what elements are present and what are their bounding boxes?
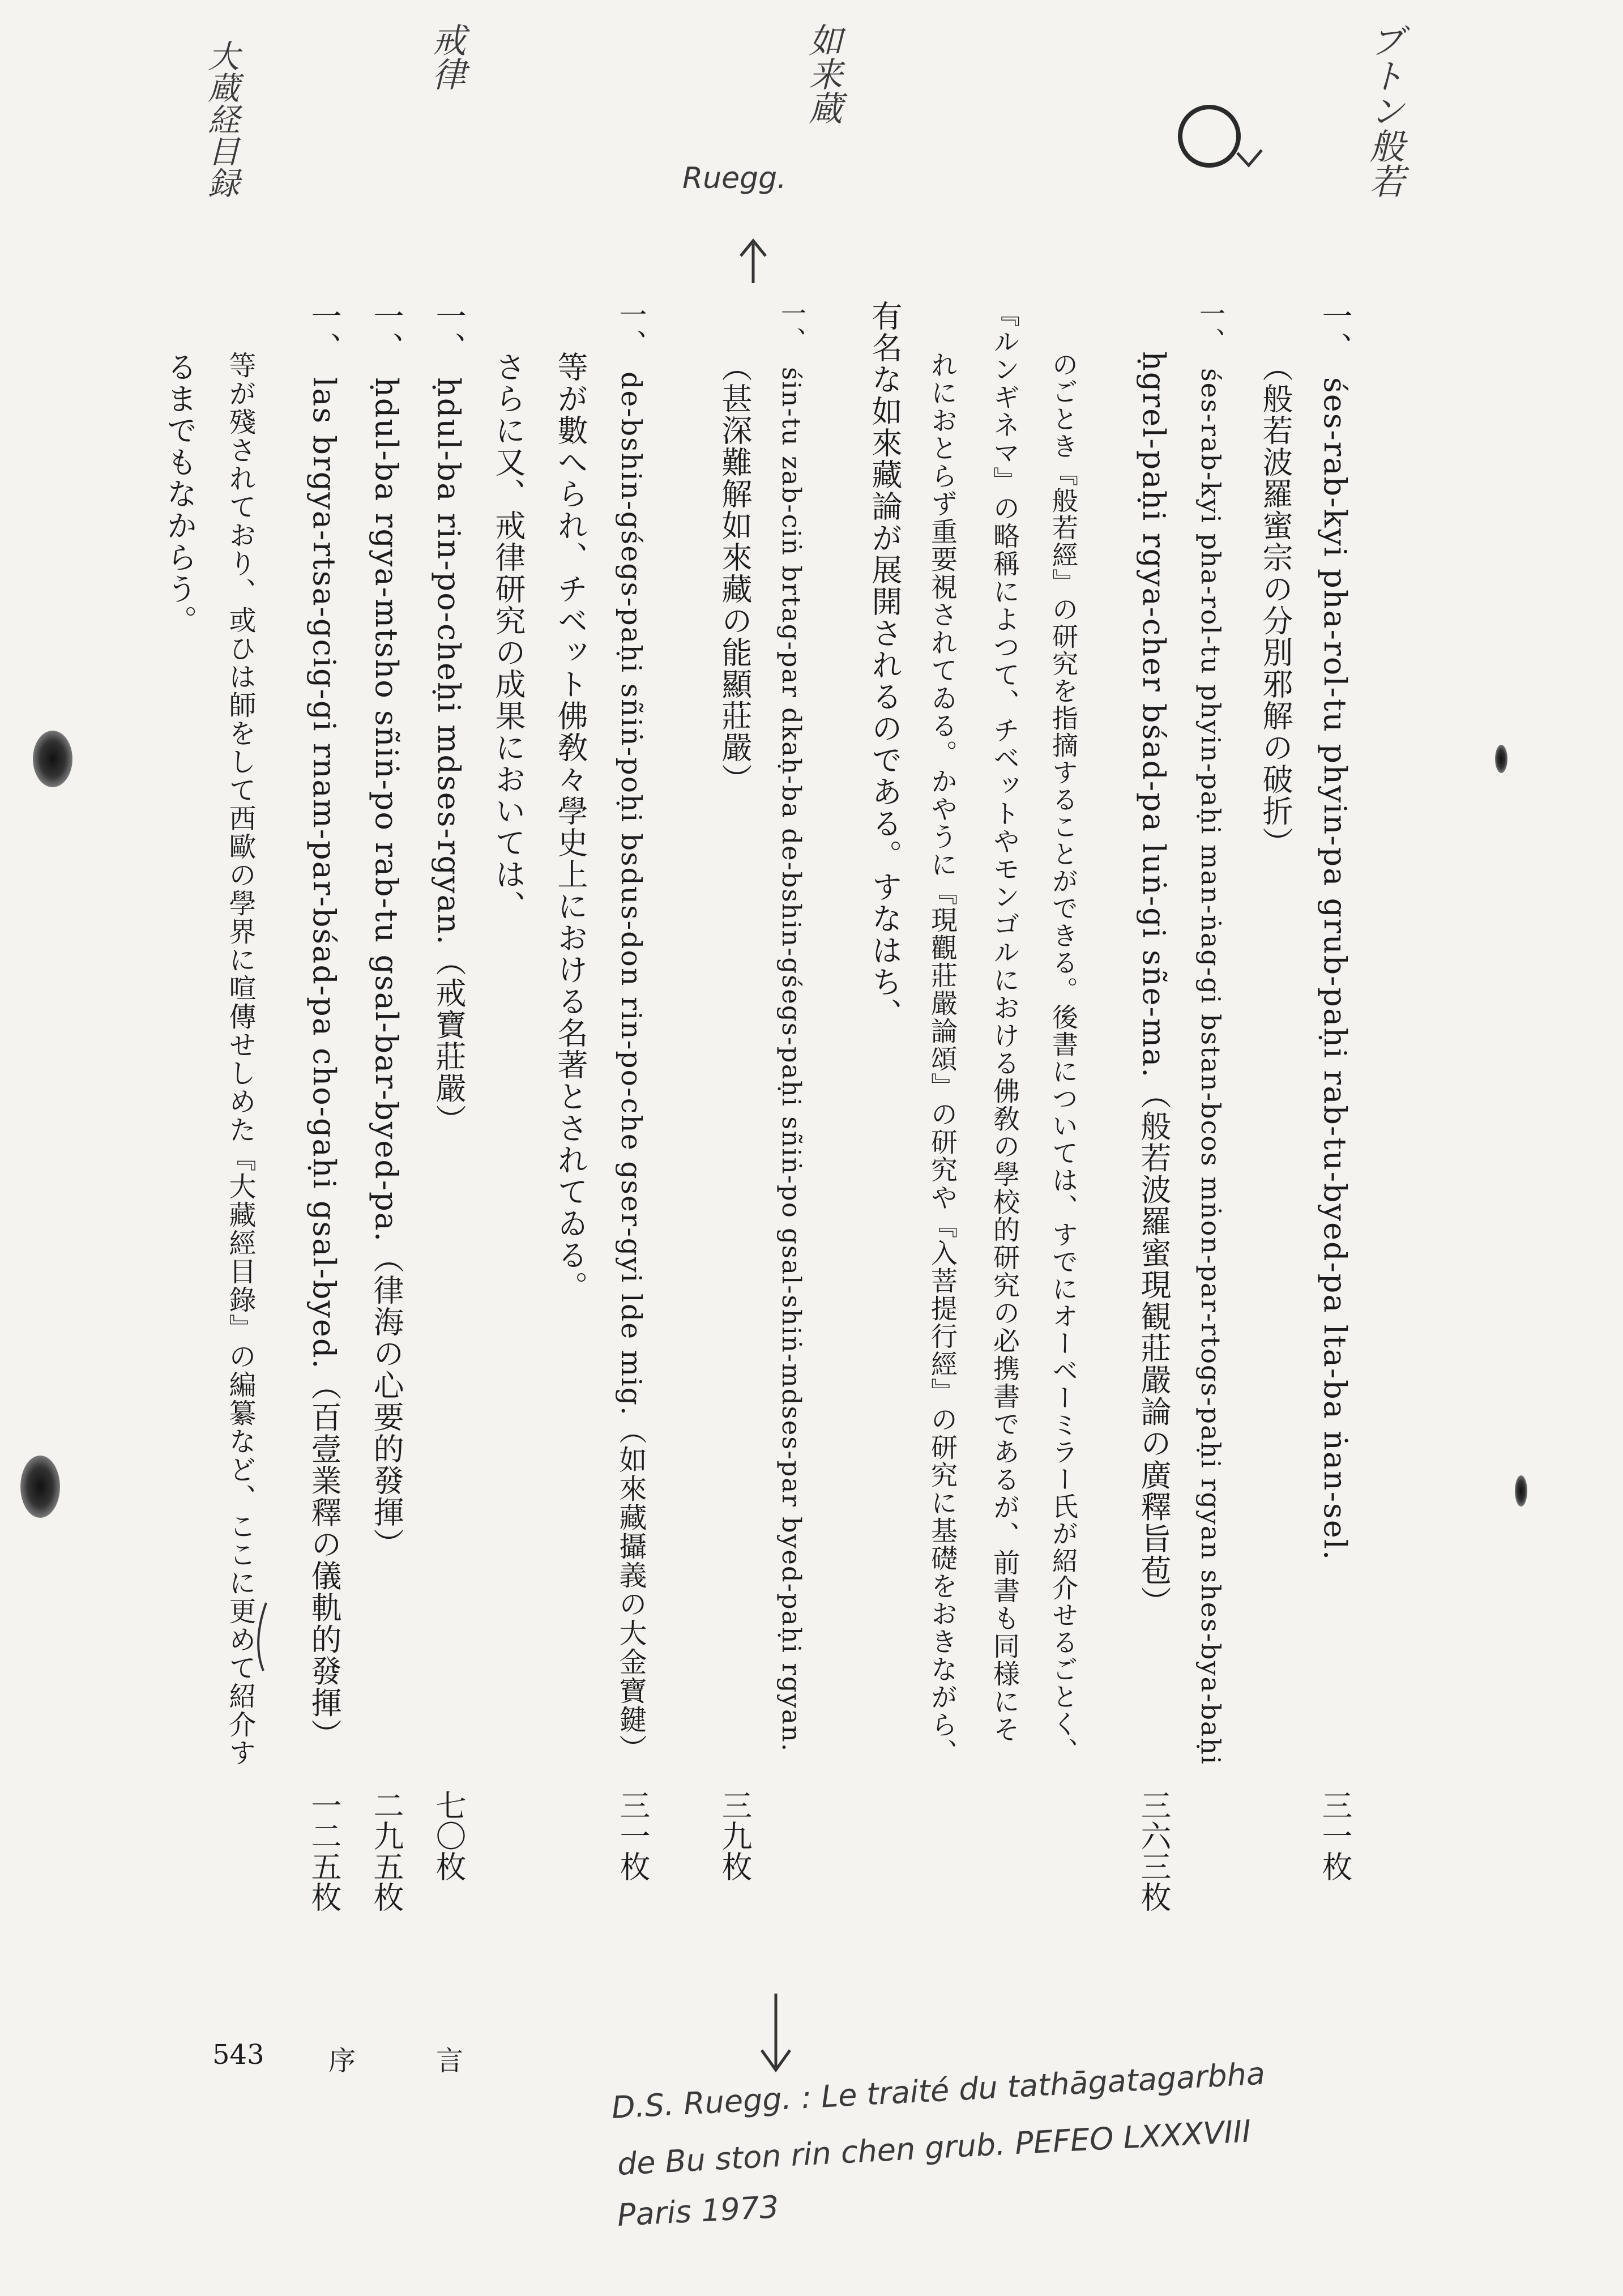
text-column: [371, 300, 402, 1560]
leaf-count: 一二五枚: [306, 1790, 342, 1912]
text-column: [490, 351, 526, 922]
text-column: [1136, 351, 1172, 1618]
text-column: [1195, 300, 1226, 1765]
column-text: ḥdul-ba rin-po-cheḥi mdses-rgyan.（戒寶莊嚴）: [431, 377, 467, 1136]
column-text: ḥdul-ba rgya-mtsho sñiṅ-po rab-tu gsal-bar-byed-pa.（律海の心要的發揮）: [369, 377, 404, 1560]
column-text: 『ルンギネマ』の略稱によつて、チベットやモンゴルにおける佛敎の學校的研究の必携書であるが、前書も同様にそ: [989, 300, 1020, 1743]
column-text: 等が數へられ、チベット佛敎々學史上における名著とされてゐる。: [553, 351, 588, 1303]
leaf-count: 三六三枚: [1136, 1790, 1172, 1912]
text-column: [867, 300, 903, 1030]
column-text: 等が殘されており、或ひは師をして西歐の學界に喧傳せしめた『大藏經目錄』の編纂など、ここに更めて紹介す: [224, 351, 256, 1767]
text-column: [717, 351, 753, 795]
text-column: [617, 300, 645, 1763]
hand-note-ruegg: Ruegg.: [682, 161, 787, 195]
leaf-count: 七〇枚: [431, 1790, 467, 1881]
list-marker: 一、: [369, 300, 404, 364]
text-column: [306, 300, 342, 1751]
hand-note-top-left-b: 大蔵経目録: [203, 40, 240, 198]
column-text: （甚深難解如來藏の能顯莊嚴）: [717, 351, 753, 795]
text-column: [776, 300, 806, 1753]
list-marker: 一、: [306, 300, 342, 364]
leaf-count: 三九枚: [717, 1790, 753, 1881]
column-text: las brgya-rtsa-gcig-gi rnam-par-bśad-pa cho-gaḥi gsal-byed.（百壹業釋の儀軌的發揮）: [306, 377, 342, 1751]
hand-note-reference-line2: de Bu ston rin chen grub. PEFEO LXXXVIII: [616, 2113, 1252, 2182]
column-text: 有名な如來藏論が展開されるのである。すなはち、: [867, 300, 903, 1030]
list-marker: 一、: [1317, 300, 1353, 364]
list-marker: 一、: [615, 300, 647, 358]
text-column: [555, 351, 586, 1303]
leaf-count: 三一枚: [615, 1790, 651, 1881]
page-number: 543: [212, 2039, 264, 2071]
leaf-count: 三一枚: [1317, 1790, 1353, 1881]
leaf-count: 二九五枚: [369, 1790, 404, 1912]
hand-note-reference-line3: Paris 1973: [616, 2189, 780, 2233]
list-marker: 一、: [776, 300, 806, 353]
text-column: [431, 300, 467, 1136]
text-column: [926, 351, 958, 1766]
column-text: śes-rab-kyi pha-rol-tu phyin-pa grub-paḥi rab-tu-byed-pa lta-ba ṅan-sel.: [1317, 377, 1353, 1561]
text-column: [224, 351, 256, 1767]
column-text: のごとき『般若經』の研究を指摘することができる。後書については、すでにオーベーミラー氏が紹介せるごとく、: [1048, 351, 1079, 1765]
running-title-2: 言: [436, 2045, 464, 2077]
column-text: ḥgrel-paḥi rgya-cher bśad-pa luṅ-gi sñe-ma.（般若波羅蜜現観莊嚴論の廣釋旨苞）: [1136, 351, 1172, 1618]
hand-note-top-right: ブトン般若: [1364, 23, 1405, 198]
text-column: [1260, 351, 1291, 859]
hand-note-top-left-a: 戒律: [426, 23, 466, 91]
text-column: [1317, 300, 1353, 1561]
column-text: るまでもなからう。: [162, 351, 198, 637]
column-text: de-bshin-gśegs-paḥi sñiṅ-poḥi bsdus-don rin-po-che gser-gyi lde mig.（如來藏攝義の大金寶鍵）: [615, 372, 647, 1763]
column-text: れにおとらず重要視されてゐる。かやうに『現觀莊嚴論頌』の研究や『入菩提行經』の研究に基礎をおきながら、: [926, 351, 958, 1766]
list-marker: 一、: [431, 300, 467, 364]
column-text: さらに又、戒律研究の成果においては、: [490, 351, 526, 922]
hand-note-top-center: 如来蔵: [803, 23, 843, 125]
running-title-1: 序: [328, 2045, 356, 2077]
text-column: [1050, 351, 1077, 1765]
text-column: [162, 351, 198, 637]
list-marker: 一、: [1195, 300, 1226, 355]
column-text: śin-tu zab-ciṅ brtag-par dkaḥ-ba de-bshin-gśegs-paḥi sñiṅ-po gsal-shiṅ-mdses-par byed-paḥi rgyan.: [776, 367, 806, 1753]
column-text: （般若波羅蜜宗の分別邪解の破折）: [1258, 351, 1293, 859]
column-text: śes-rab-kyi pha-rol-tu phyin-paḥi man-ṅag-gi bstan-bcos mṅon-par-rtogs-paḥi rgyan shes-bya-baḥi: [1195, 368, 1226, 1765]
hand-note-reference-line1: D.S. Ruegg. : Le traité du tathāgatagarbha: [610, 2055, 1266, 2126]
text-column: [991, 300, 1018, 1743]
